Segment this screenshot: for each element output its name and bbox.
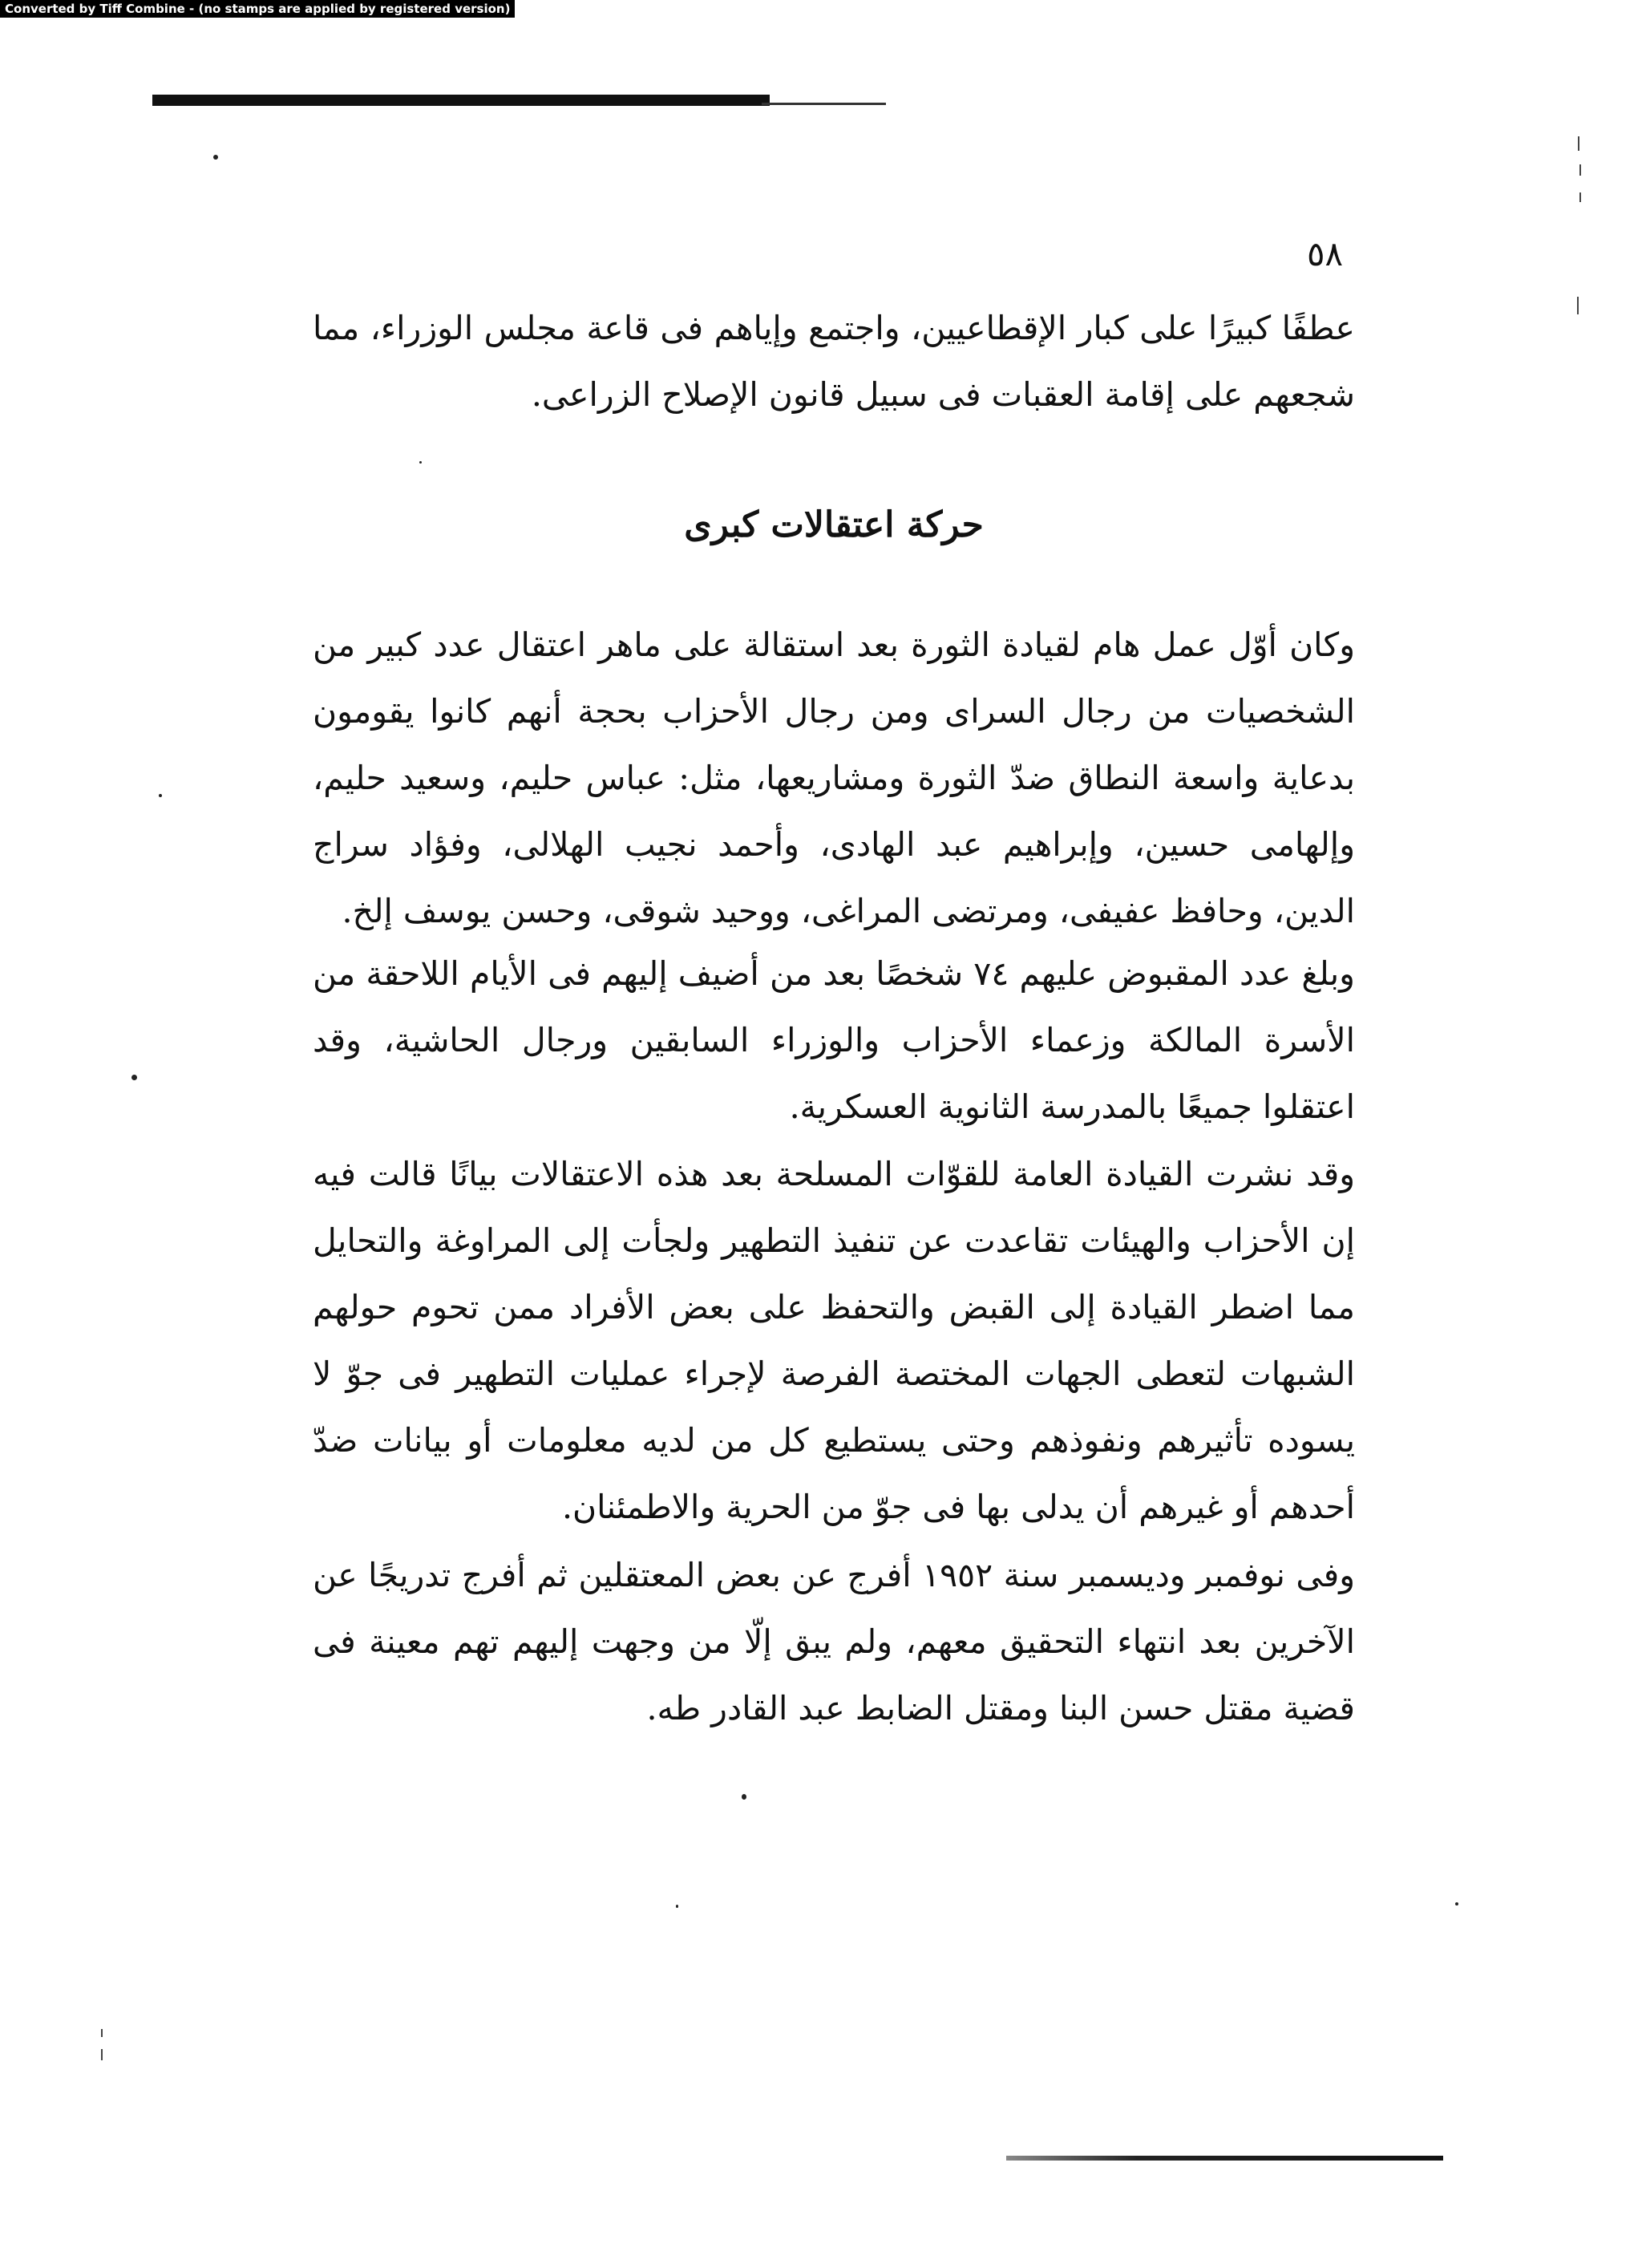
- scan-speck: [419, 461, 422, 464]
- scan-speck: [213, 155, 218, 160]
- top-rule: [152, 95, 770, 106]
- body-paragraph-1: وكان أوّل عمل هام لقيادة الثورة بعد استقالة على ماهر اعتقال عدد كبير من الشخصيات من رجال السراى ومن رجال الأحزاب بحجة أنهم كانوا يقومون بدعاية واسعة النطاق ضدّ الثورة ومشاريعها، مثل: عباس حليم، وسعيد حليم، وإلهامى حسين، وإبراهيم عبد الهادى، وأحمد نجيب الهلالى، وفؤاد سراج الدين، وحافظ عفيفى، ومرتضى المراغى، ووحيد شوقى، وحسن يوسف إلخ.: [313, 626, 1355, 930]
- scan-speck: [676, 1905, 678, 1908]
- body-paragraph-2: وبلغ عدد المقبوض عليهم ٧٤ شخصًا بعد من أضيف إليهم فى الأيام اللاحقة من الأسرة المالكة وزعماء الأحزاب والوزراء السابقين ورجال الحاشية، وقد اعتقلوا جميعًا بالمدرسة الثانوية العسكرية.: [313, 954, 1355, 1126]
- margin-mark: [1577, 297, 1579, 314]
- margin-mark: [101, 2029, 103, 2037]
- scan-speck: [159, 794, 162, 797]
- margin-mark: [1578, 136, 1579, 151]
- continuation-paragraph: عطفًا كبيرًا على كبار الإقطاعيين، واجتمع وإياهم فى قاعة مجلس الوزراء، مما شجعهم على إقامة العقبات فى سبيل قانون الإصلاح الزراعى.: [313, 309, 1355, 414]
- body-paragraph-4: وفى نوفمبر وديسمبر سنة ١٩٥٢ أفرج عن بعض المعتقلين ثم أفرج تدريجًا عن الآخرين بعد انتهاء التحقيق معهم، ولم يبق إلّا من وجهت إليهم تهم معينة فى قضية مقتل حسن البنا ومقتل الضابط عبد القادر طه.: [313, 1556, 1355, 1727]
- margin-mark: [1579, 192, 1581, 202]
- conversion-banner: Converted by Tiff Combine - (no stamps are applied by registered version): [0, 0, 515, 18]
- body-paragraph-3: وقد نشرت القيادة العامة للقوّات المسلحة بعد هذه الاعتقالات بيانًا قالت فيه إن الأحزاب والهيئات تقاعدت عن تنفيذ التطهير ولجأت إلى المراوغة والتحايل مما اضطر القيادة إلى القبض والتحفظ على بعض الأفراد ممن تحوم حولهم الشبهات لتعطى الجهات المختصة الفرصة لإجراء عمليات التطهير فى جوّ لا يسوده تأثيرهم ونفوذهم وحتى يستطيع كل من لديه معلومات أو بيانات ضدّ أحدهم أو غيرهم أن يدلى بها فى جوّ من الحرية والاطمئنان.: [313, 1155, 1355, 1526]
- top-rule-tail: [762, 103, 886, 105]
- scan-speck: [742, 1794, 746, 1800]
- scan-speck: [131, 1075, 137, 1080]
- margin-mark: [101, 2049, 103, 2060]
- page-number: ٥٨: [1307, 234, 1344, 273]
- section-heading: حركة اعتقالات كبرى: [684, 504, 984, 545]
- scan-speck: [1455, 1902, 1458, 1906]
- bottom-rule: [1006, 2156, 1443, 2161]
- margin-mark: [1579, 164, 1581, 176]
